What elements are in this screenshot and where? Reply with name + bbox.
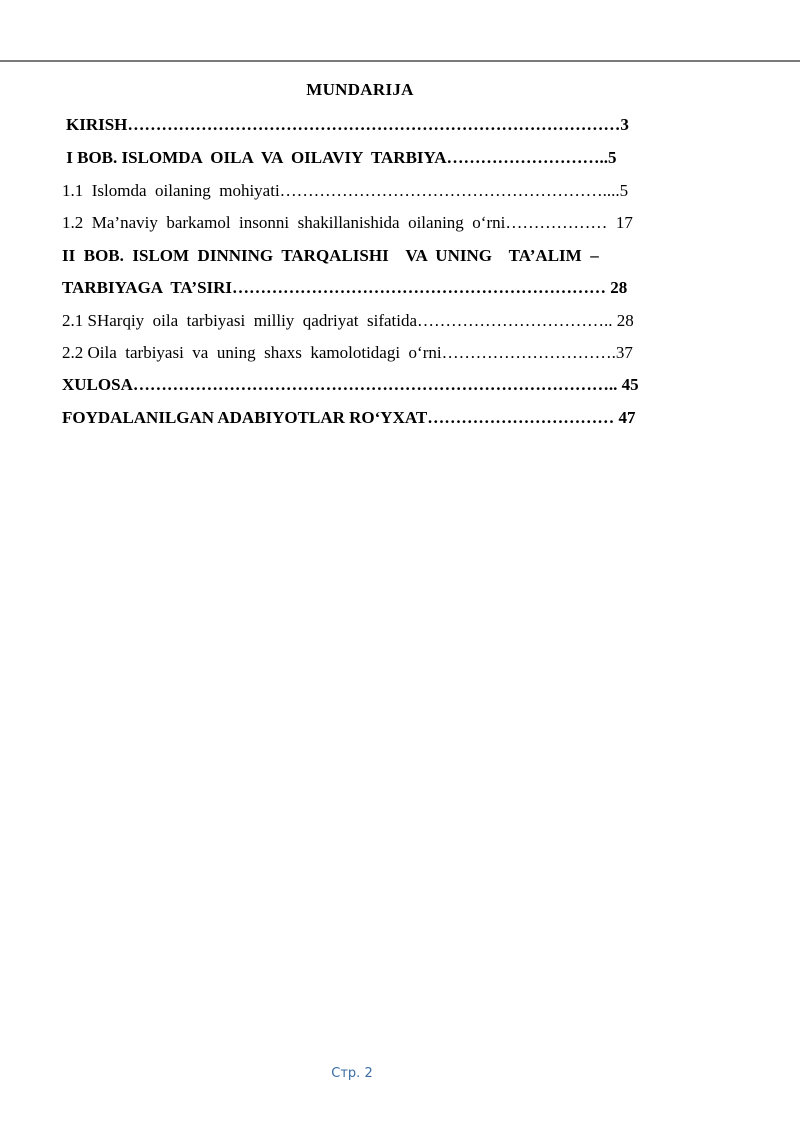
toc-entry-1-2: 1.2 Ma’naviy barkamol insonni shakillanishida oilaning o‘rni……………… 17 [62, 213, 633, 232]
toc-entry-2-1: 2.1 SHarqiy oila tarbiyasi milliy qadriyat sifatida…………………………….. 28 [62, 311, 634, 330]
toc-entry-1-1: 1.1 Islomda oilaning mohiyati…………………………………………………....5 [62, 181, 629, 200]
toc-entry-kirish: KIRISH……………………………………………………………………………3 [66, 115, 629, 134]
toc-entry-chapter-2-line-1: II BOB. ISLOM DINNING TARQALISHI VA UNING TA’ALIM – [62, 246, 599, 265]
toc-entry-xulosa: XULOSA………………………………………………………………………….. 45 [62, 375, 639, 394]
page-number-footer: Стр. 2 [331, 1066, 373, 1081]
toc-title: MUNDARIJA [306, 80, 414, 99]
toc-entry-2-2: 2.2 Oila tarbiyasi va uning shaxs kamolotidagi o‘rni………………………….37 [62, 343, 633, 362]
toc-entry-references: FOYDALANILGAN ADABIYOTLAR RO‘YXAT…………………………… 47 [62, 408, 636, 427]
toc-entry-chapter-2-line-2: TARBIYAGA TA’SIRI………………………………………………………… 28 [62, 278, 628, 297]
toc-entry-chapter-1: I BOB. ISLOMDA OILA VA OILAVIY TARBIYA………………………..5 [62, 148, 617, 167]
page-top-rule [0, 60, 800, 62]
